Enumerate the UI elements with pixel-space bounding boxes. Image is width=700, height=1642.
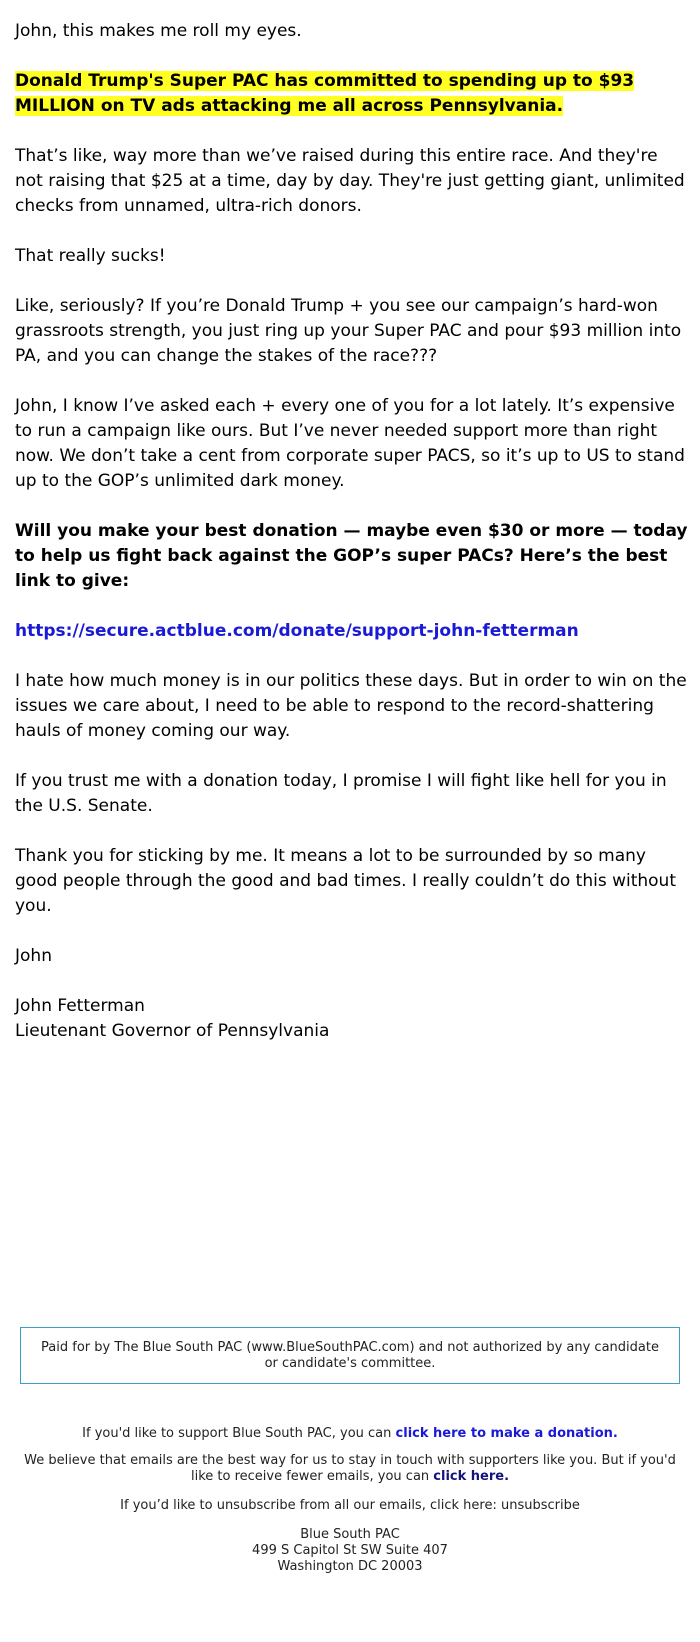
- donate-link-paragraph: [15, 619, 690, 644]
- email-body: [15, 19, 690, 1044]
- signature: [15, 994, 690, 1044]
- donate-link[interactable]: https://secure.actblue.com/donate/support-john-fetterman: [15, 621, 579, 641]
- paragraph-5: I hate how much money is in our politics these days. But in order to win on the issues we care about, I need to be able to respond to the record-shattering hauls of money coming our way.: [15, 671, 687, 741]
- unsubscribe-prefix: If you’d like to unsubscribe from all our emails, click here:: [120, 1498, 501, 1513]
- highlighted-text: Donald Trump's Super PAC has committed to spending up to $93 MILLION on TV ads attacking me all across Pennsylvania.: [15, 71, 635, 116]
- org-name: Blue South PAC: [300, 1527, 400, 1542]
- signature-title: Lieutenant Governor of Pennsylvania: [15, 1021, 330, 1041]
- paragraph-4: John, I know I’ve asked each + every one of you for a lot lately. It’s expensive to run a campaign like ours. But I’ve never needed support more than right now. We don’t take a cent from corporate super PACS, so it’s up to US to stand up to the GOP’s unlimited dark money.: [15, 396, 685, 491]
- signoff: John: [15, 946, 52, 966]
- support-donation-link[interactable]: click here to make a donation.: [395, 1426, 618, 1441]
- fewer-emails-link[interactable]: click here.: [433, 1469, 510, 1484]
- support-line: [0, 1426, 700, 1442]
- paragraph-3: Like, seriously? If you’re Donald Trump + you see our campaign’s hard-won grassroots strength, you just ring up your Super PAC and pour $93 million into PA, and you can change the stakes of the race???: [15, 296, 682, 366]
- donation-ask: Will you make your best donation — maybe even $30 or more — today to help us fight back against the GOP’s super PACs? Here’s the best link to give:: [15, 521, 688, 591]
- unsubscribe-link[interactable]: unsubscribe: [500, 1498, 580, 1513]
- paid-for-text: Paid for by The Blue South PAC (www.BlueSouthPAC.com) and not authorized by any candidate or candidate's committee.: [41, 1340, 659, 1371]
- highlight-paragraph: [15, 69, 690, 119]
- paragraph-7: Thank you for sticking by me. It means a lot to be surrounded by so many good people through the good and bad times. I really couldn’t do this without you.: [15, 846, 676, 916]
- support-prefix: If you'd like to support Blue South PAC, you can: [82, 1426, 396, 1441]
- signature-name: John Fetterman: [15, 996, 145, 1016]
- greeting: John, this makes me roll my eyes.: [15, 21, 302, 41]
- address-line-2: Washington DC 20003: [277, 1559, 423, 1574]
- unsubscribe-line: [0, 1498, 700, 1514]
- paragraph-6: If you trust me with a donation today, I promise I will fight like hell for you in the U.S. Senate.: [15, 771, 667, 816]
- paragraph-1: That’s like, way more than we’ve raised during this entire race. And they're not raising that $25 at a time, day by day. They're just getting giant, unlimited checks from unnamed, ultra-rich donors.: [15, 146, 685, 216]
- footer: [0, 1327, 700, 1575]
- fewer-emails-line: [0, 1453, 700, 1485]
- paid-for-box: [20, 1327, 680, 1384]
- fewer-emails-text: We believe that emails are the best way for us to stay in touch with supporters like you. But if you'd like to receive fewer emails, you can: [24, 1453, 676, 1484]
- paragraph-2: That really sucks!: [15, 246, 166, 266]
- address-line-1: 499 S Capitol St SW Suite 407: [252, 1543, 448, 1558]
